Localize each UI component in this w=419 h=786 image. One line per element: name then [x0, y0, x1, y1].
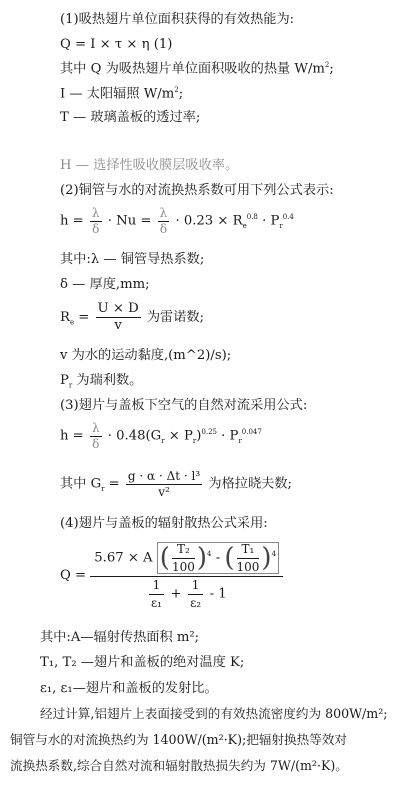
- fraction-lambda-delta: [90, 207, 102, 235]
- fraction-grashof: [126, 470, 202, 498]
- fraction-t1: [237, 543, 260, 573]
- punct: ;: [178, 86, 184, 102]
- equation-h-natural: [60, 422, 262, 450]
- subscript: r: [279, 222, 283, 231]
- subscript: r: [238, 437, 242, 446]
- step-4-heading: (4)翅片与盖板的辐射散热公式采用:: [60, 516, 268, 531]
- numerator: [90, 542, 283, 577]
- denominator: δ: [92, 436, 100, 451]
- minus-one: - 1: [209, 586, 227, 602]
- numerator: 1: [188, 579, 204, 595]
- definition-q-text: 其中 Q 为吸热翅片单位面积吸收的热量 W/m: [60, 61, 325, 77]
- eq-lhs: h =: [60, 428, 84, 444]
- eq-part-a: · 0.48(G: [107, 428, 162, 444]
- paren-open: (: [224, 543, 235, 574]
- definition-emissivity: ε₁, ε₁—翅片和盖板的发射比。: [40, 681, 218, 696]
- eq-lhs: Q =: [60, 568, 87, 584]
- denominator: 100: [236, 559, 260, 574]
- symbol-p: P: [60, 373, 69, 388]
- conclusion-line-3: 流换热系数,综合自然对流和辐射散热损失约为 7W/(m²·K)。: [10, 758, 348, 773]
- fraction-radiation: [90, 542, 283, 609]
- eq-equals: =: [74, 309, 90, 325]
- definition-delta: δ — 厚度,mm;: [60, 277, 150, 292]
- fraction-1-eps2: [188, 579, 204, 609]
- definition-t: T — 玻璃盖板的透过率;: [60, 110, 201, 125]
- numerator: λ: [91, 421, 100, 435]
- eq-pre: 其中 G: [60, 476, 102, 492]
- eq-equals: =: [104, 476, 120, 492]
- conclusion-line-1: 经过计算,铝翅片上表面接受到的有效热流密度约为 800W/m²;: [40, 706, 388, 721]
- denominator: δ: [92, 221, 100, 236]
- bracket-term: [157, 542, 279, 574]
- denominator: v: [114, 317, 122, 333]
- definition-pr: [60, 373, 142, 390]
- definition-a: 其中:A—辐射传热面积 m²;: [40, 630, 200, 645]
- definition-v: v 为水的运动黏度,(m^2)/s);: [60, 348, 232, 363]
- denominator: v²: [158, 484, 170, 499]
- fraction-lambda-delta-2: [158, 207, 170, 235]
- eq-tail: · 0.23 × R: [175, 213, 243, 229]
- subscript: r: [192, 437, 197, 446]
- fraction-lambda-delta: [90, 422, 102, 450]
- plus: +: [170, 586, 182, 602]
- definition-h: H — 选择性吸收膜层吸收率。: [60, 158, 239, 173]
- step-3-heading: (3)翅片与盖板下空气的自然对流采用公式:: [60, 398, 308, 413]
- step-2-heading: (2)铜管与水的对流换热系数可用下列公式表示:: [60, 183, 334, 198]
- punct: ;: [329, 61, 334, 77]
- fraction-ud-v: [96, 302, 141, 333]
- paren-open: (: [159, 543, 170, 574]
- fraction-t2: [172, 543, 195, 573]
- denominator: [90, 577, 283, 609]
- denominator: 100: [171, 559, 195, 574]
- eq-part-b: × P: [164, 428, 193, 444]
- eq-tail: 为雷诺数;: [146, 309, 205, 325]
- definition-i-text: I — 太阳辐照 W/m: [60, 86, 175, 102]
- eq-mid: · P: [257, 213, 280, 229]
- paren-close: ): [196, 543, 208, 574]
- superscript: 0.8: [246, 213, 258, 222]
- definition-pr-text: 为瑞利数。: [72, 373, 143, 388]
- eq-nu: · Nu =: [107, 213, 152, 229]
- equation-q-1: Q = I × τ × η (1): [60, 37, 173, 52]
- subscript: e: [69, 318, 75, 327]
- definition-lambda: 其中:λ — 铜管导热系数;: [60, 252, 205, 267]
- numerator: g · α · Δt · l³: [127, 469, 201, 483]
- denominator: δ: [159, 221, 168, 236]
- superscript: 4: [271, 550, 277, 559]
- fraction-1-eps1: [149, 579, 165, 609]
- eq-lhs: h =: [60, 213, 84, 229]
- numerator: U × D: [97, 301, 139, 316]
- numerator: λ: [91, 206, 100, 220]
- equation-reynolds: [60, 302, 204, 333]
- numerator: T₁: [237, 543, 260, 559]
- superscript: 0.25: [201, 428, 217, 437]
- subscript: e: [242, 222, 247, 231]
- superscript: 4: [207, 550, 212, 559]
- equation-grashof: [60, 470, 292, 498]
- definition-i: [60, 86, 183, 102]
- definition-q: [60, 61, 334, 77]
- numerator: λ: [159, 206, 168, 220]
- subscript: r: [161, 437, 165, 446]
- numerator: T₂: [172, 543, 195, 559]
- superscript: 2: [324, 61, 330, 69]
- subscript: r: [68, 381, 73, 390]
- coef: 5.67 × A: [94, 550, 153, 566]
- paren-close: ): [261, 543, 272, 574]
- superscript: 0.4: [282, 213, 294, 222]
- equation-h-convection: [60, 207, 294, 235]
- conclusion-line-2: 铜管与水的对流换热约为 1400W/(m²·K);把辐射换热等效对: [10, 732, 347, 747]
- denominator: ε₁: [150, 595, 162, 610]
- numerator: 1: [149, 579, 165, 595]
- eq-part-d: · P: [216, 428, 239, 444]
- superscript: 0.047: [241, 428, 262, 437]
- eq-tail: 为格拉晓夫数;: [208, 476, 292, 492]
- subscript: r: [101, 485, 105, 494]
- minus: -: [215, 550, 221, 566]
- definition-temperatures: T₁, T₂ —翅片和盖板的绝对温度 K;: [40, 655, 245, 670]
- eq-lhs: R: [60, 309, 70, 325]
- superscript: 2: [174, 86, 179, 94]
- denominator: ε₂: [190, 595, 202, 610]
- equation-q-radiation: [60, 542, 283, 609]
- step-1-heading: (1)吸热翅片单位面积获得的有效热能为:: [60, 12, 295, 27]
- eq-part-c: ): [196, 428, 202, 444]
